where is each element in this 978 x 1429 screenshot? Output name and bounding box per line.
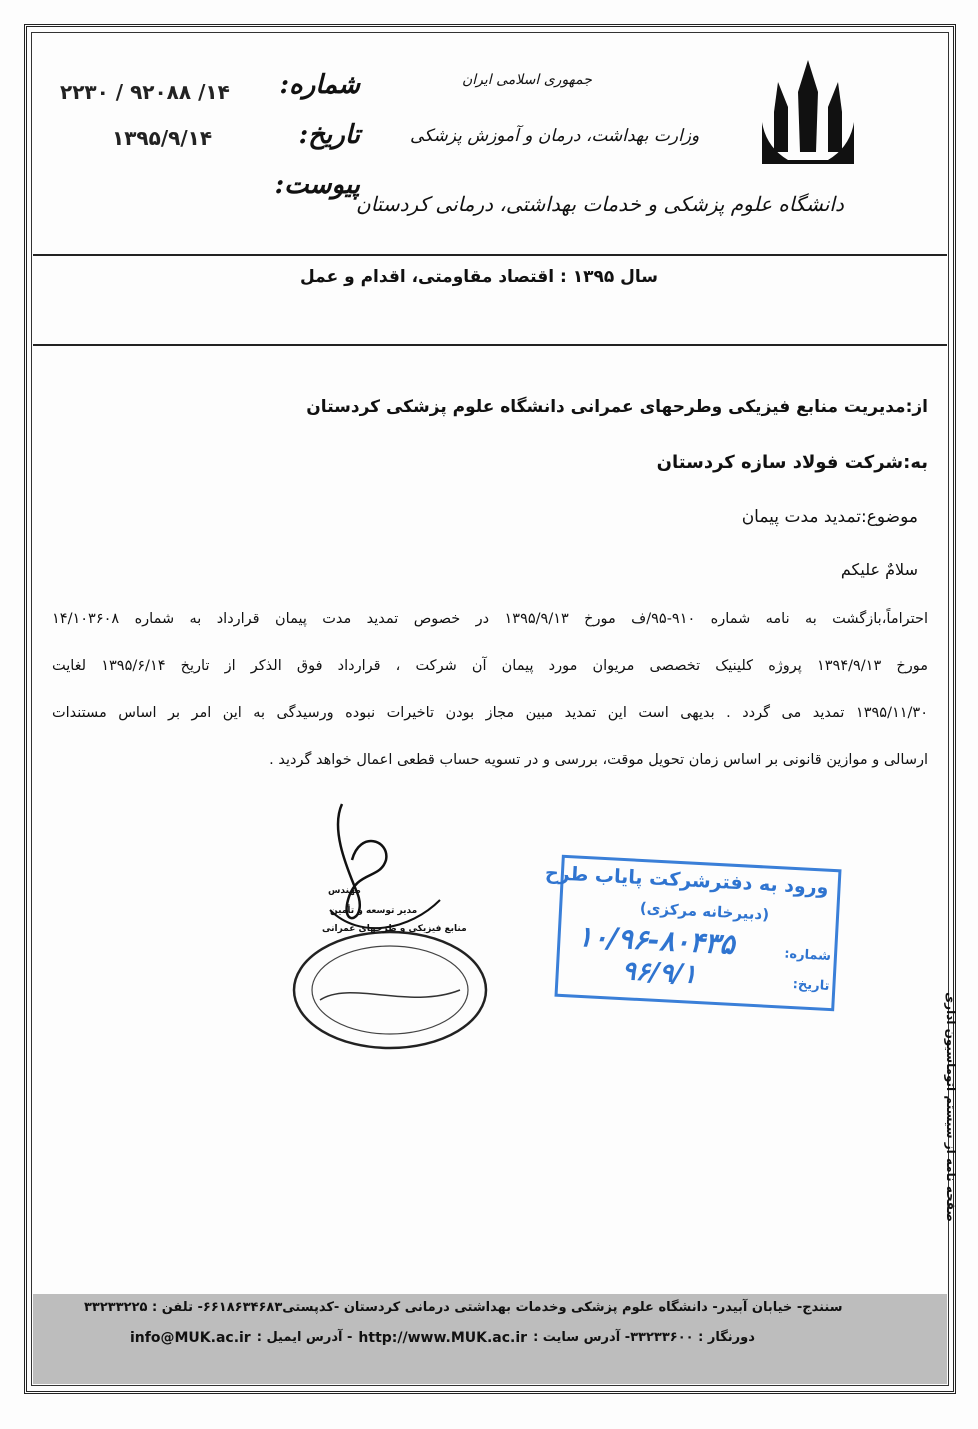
footer-website[interactable]: http://www.MUK.ac.ir — [358, 1330, 528, 1346]
signature-name: مهندس — [328, 886, 361, 896]
year-slogan: سال ۱۳۹۵ : اقتصاد مقاومتی، اقدام و عمل — [300, 267, 659, 287]
greeting: سلامٌ علیکم — [840, 560, 918, 579]
body-line: ارسالی و موازین قانونی بر اساس زمان تحویل موقت، بررسی و در تسویه حساب قطعی اعمال خواهد گردید . — [269, 752, 928, 768]
side-note-text: صفحه نامه از سیستم اتوماسیون اداری — [944, 992, 958, 1222]
university-title: دانشگاه علوم پزشکی و خدمات بهداشتی، درمانی کردستان — [356, 192, 844, 216]
date-label: تاریخ: — [298, 120, 360, 150]
letter-date: ۱۳۹۵/۹/۱۴ — [112, 126, 213, 150]
letter-body — [52, 596, 928, 784]
body-line: ۱۳۹۵/۱۱/۳۰ تمدید می گردد . بدیهی است این تمدید مبین مجاز بودن تاخیرات نبوده ورسیدگی به این امر بر اساس مستندات — [52, 705, 928, 721]
footer-fax: دورنگار : ۳۳۲۳۳۶۰۰- آدرس سایت : — [533, 1330, 755, 1345]
number-label: شماره: — [279, 70, 360, 100]
stamp-number-label: شماره: — [783, 946, 832, 964]
body-line: مورخ ۱۳۹۴/۹/۱۳ پروژه کلینیک تخصصی مریوان مورد پیمان آن شرکت ، قرارداد فوق الذکر از تاریخ ۱۳۹۵/۶/۱۴ لغایت — [52, 658, 929, 674]
receipt-stamp — [544, 855, 841, 1011]
to-line: به:شرکت فولاد سازه کردستان — [656, 452, 928, 473]
stamp-date: ۹۶/۹/۱ — [621, 956, 698, 990]
stamp-title: ورود به دفترشرکت پایاب طرح — [544, 861, 830, 899]
footer-address: سنندج- خیابان آبیدر- دانشگاه علوم پزشکی وخدمات بهداشتی درمانی کردستان -کدپستی۶۶۱۸۶۳۴۶۸۳- تلفن : ۳۳۲۳۳۲۲۵ — [84, 1300, 843, 1315]
stamp-number: ۱۰/۹۶-۸۰۴۳۵ — [576, 919, 736, 961]
footer-contacts — [130, 1330, 755, 1346]
stamp-date-label: تاریخ: — [792, 977, 830, 994]
signature-title: مدیر توسعه و تأمین — [330, 906, 418, 916]
header-divider — [33, 254, 947, 256]
ministry-title: وزارت بهداشت، درمان و آموزش پزشکی — [410, 126, 700, 146]
letter-number: ۱۴/ ۹۲۰۸۸ / ۲۲۳۰ — [60, 80, 230, 104]
footer-email-label: - آدرس ایمیل : — [256, 1330, 353, 1345]
university-logo — [758, 52, 858, 172]
attachment-label: پیوست: — [274, 170, 360, 200]
republic-title: جمهوری اسلامی ایران — [462, 72, 592, 88]
side-note — [936, 992, 966, 1230]
footer-email[interactable]: info@MUK.ac.ir — [130, 1330, 251, 1346]
stamp-subtitle: (دبیرخانه مرکزی) — [639, 898, 770, 924]
signature-department: منابع فیزیکی و طرحهای عمرانی — [322, 924, 467, 934]
body-line: احتراماً،بازگشت به نامه شماره ۹۱۰-۹۵/ف مورخ ۱۳۹۵/۹/۱۳ در خصوص تمدید مدت پیمان قرارداد به شماره ۱۴/۱۰۳۶۰۸ — [52, 611, 928, 627]
slogan-divider — [33, 344, 947, 346]
subject-line: موضوع:تمدید مدت پیمان — [741, 507, 918, 527]
from-line: از:مدیریت منابع فیزیکی وطرحهای عمرانی دانشگاه علوم پزشکی کردستان — [306, 397, 928, 417]
